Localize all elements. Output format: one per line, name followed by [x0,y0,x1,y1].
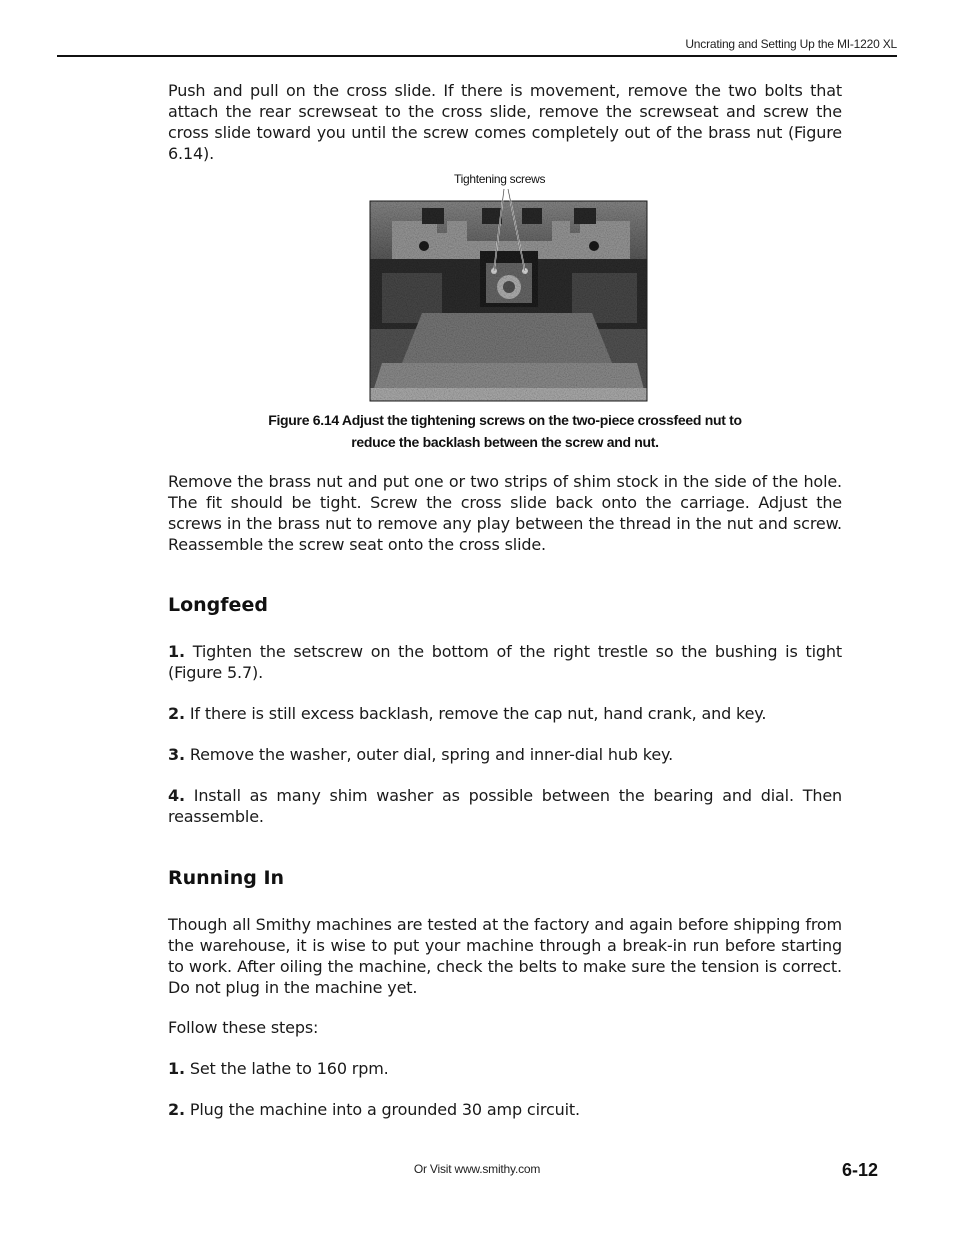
caption-line-1: Figure 6.14 Adjust the tightening screws on the two-piece crossfeed nut to [268,412,742,428]
step-text: Install as many shim washer as possible between the bearing and dial. Then reassemble. [168,786,842,826]
follow-steps-text: Follow these steps: [168,1018,319,1037]
running-header: Uncrating and Setting Up the MI-1220 XL [685,37,897,51]
crossfeed-nut-photo [362,163,650,403]
step-number: 2. [168,704,185,723]
step-text: Remove the washer, outer dial, spring and inner-dial hub key. [189,745,674,764]
step-text: Set the lathe to 160 rpm. [189,1059,389,1078]
caption-line-2: reduce the backlash between the screw and nut. [351,434,659,450]
longfeed-step-1 [168,641,842,683]
footer-url: Or Visit www.smithy.com [413,1162,541,1176]
step-text: Plug the machine into a grounded 30 amp circuit. [189,1100,580,1119]
step-number: 1. [168,642,185,661]
running-in-paragraph: Though all Smithy machines are tested at the factory and again before shipping from the warehouse, it is wise to put your machine through a break-in run before starting to work. After oiling the machine, check the belts to make sure the tension is correct. Do not plug in the machine yet. [168,915,842,997]
longfeed-step-2 [168,703,842,724]
step-text: If there is still excess backlash, remove the cap nut, hand crank, and key. [189,704,767,723]
longfeed-step-3 [168,744,842,765]
step-number: 2. [168,1100,185,1119]
step-number: 1. [168,1059,185,1078]
step-text: Tighten the setscrew on the bottom of the right trestle so the bushing is tight (Figure 5.7). [168,642,842,682]
longfeed-heading: Longfeed [168,594,268,616]
running-in-heading: Running In [168,867,285,889]
figure-6-14 [362,163,650,403]
intro-paragraph: Push and pull on the cross slide. If there is movement, remove the two bolts that attach the rear screwseat to the cross slide, remove the screwseat and screw the cross slide toward you until the screw comes completely out of the brass nut (Figure 6.14). [168,81,842,163]
step-number: 4. [168,786,185,805]
running-in-step-1 [168,1058,842,1079]
page-number: 6-12 [841,1160,878,1180]
after-figure-paragraph: Remove the brass nut and put one or two strips of shim stock in the side of the hole. The fit should be tight. Screw the cross slide back onto the carriage. Adjust the screws in the brass nut to remove any play between the thread in the nut and screw. Reassemble the screw seat onto the cross slide. [168,472,842,554]
longfeed-step-4 [168,785,842,827]
step-number: 3. [168,745,185,764]
running-in-step-2 [168,1099,842,1120]
figure-caption [168,409,842,453]
header-rule [57,55,897,57]
figure-label: Tightening screws [454,172,546,186]
